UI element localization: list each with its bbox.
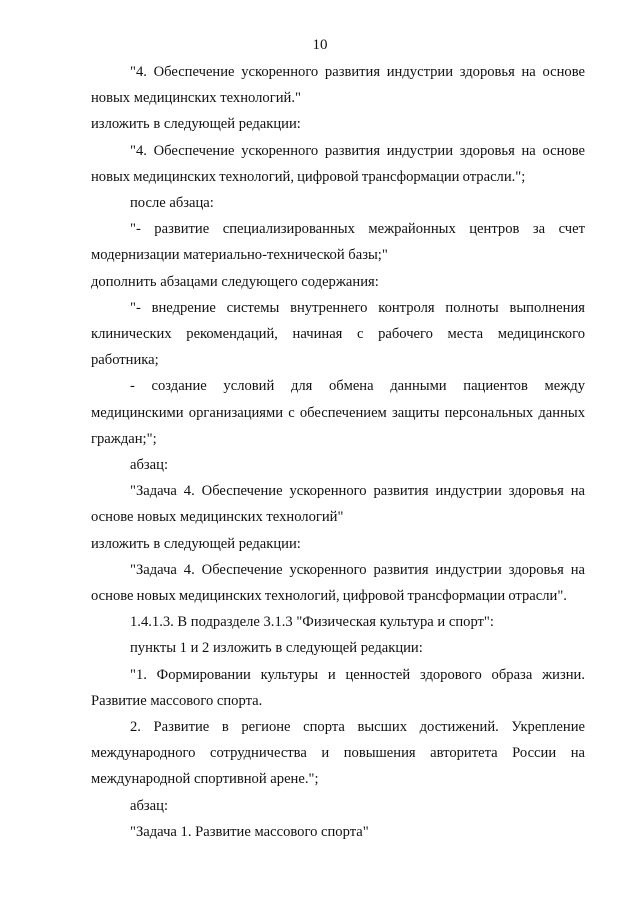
paragraph-add-paragraphs-instruction: дополнить абзацами следующего содержания: [91, 273, 379, 290]
paragraph-subsection-heading: 1.4.1.3. В подразделе 3.1.3 "Физическая культура и спорт": [130, 614, 494, 631]
paragraph-quoted-task-4-original-2: "Задача 4. Обеспечение ускоренного развития индустрии здоровья на основе новых медицинских технологий" [91, 483, 585, 526]
paragraph-quoted-internal-control: "- внедрение системы внутреннего контроля полноты выполнения клинических рекомендаций, начиная с рабочего места медицинского работника; [91, 299, 585, 369]
paragraph-quoted-item-1: "1. Формировании культуры и ценностей здорового образа жизни. Развитие массового спорта. [91, 666, 585, 709]
paragraph-quoted-task-4-original: "4. Обеспечение ускоренного развития индустрии здоровья на основе новых медицинских технологий." [91, 64, 585, 107]
paragraph-quoted-data-exchange: - создание условий для обмена данными пациентов между медицинскими организациями с обеспечением защиты персональных данных граждан;"; [91, 378, 585, 447]
document-body [91, 59, 585, 845]
paragraph-amend-instruction-2: изложить в следующей редакции: [91, 535, 301, 552]
paragraph-quoted-interdistrict-centers: "- развитие специализированных межрайонных центров за счет модернизации материально-технической базы;" [91, 221, 585, 264]
page-number: 10 [312, 37, 328, 53]
paragraph-quoted-task-4-new-2: "Задача 4. Обеспечение ускоренного развития индустрии здоровья на основе новых медицинских технологий, цифровой трансформации отрасли". [91, 561, 585, 605]
paragraph-amend-instruction: изложить в следующей редакции: [91, 116, 301, 133]
paragraph-items-amend-instruction: пункты 1 и 2 изложить в следующей редакции: [130, 640, 423, 657]
paragraph-paragraph-label: абзац: [130, 457, 169, 474]
paragraph-paragraph-label-2: абзац: [130, 797, 169, 814]
paragraph-quoted-task-1: "Задача 1. Развитие массового спорта" [130, 823, 369, 840]
paragraph-quoted-item-2: 2. Развитие в регионе спорта высших достижений. Укрепление международного сотрудничества и повышения авторитета России на международной спортивной арене."; [91, 719, 585, 788]
paragraph-after-paragraph: после абзаца: [130, 195, 214, 212]
paragraph-quoted-task-4-new: "4. Обеспечение ускоренного развития индустрии здоровья на основе новых медицинских технологий, цифровой трансформации отрасли."; [91, 142, 585, 185]
